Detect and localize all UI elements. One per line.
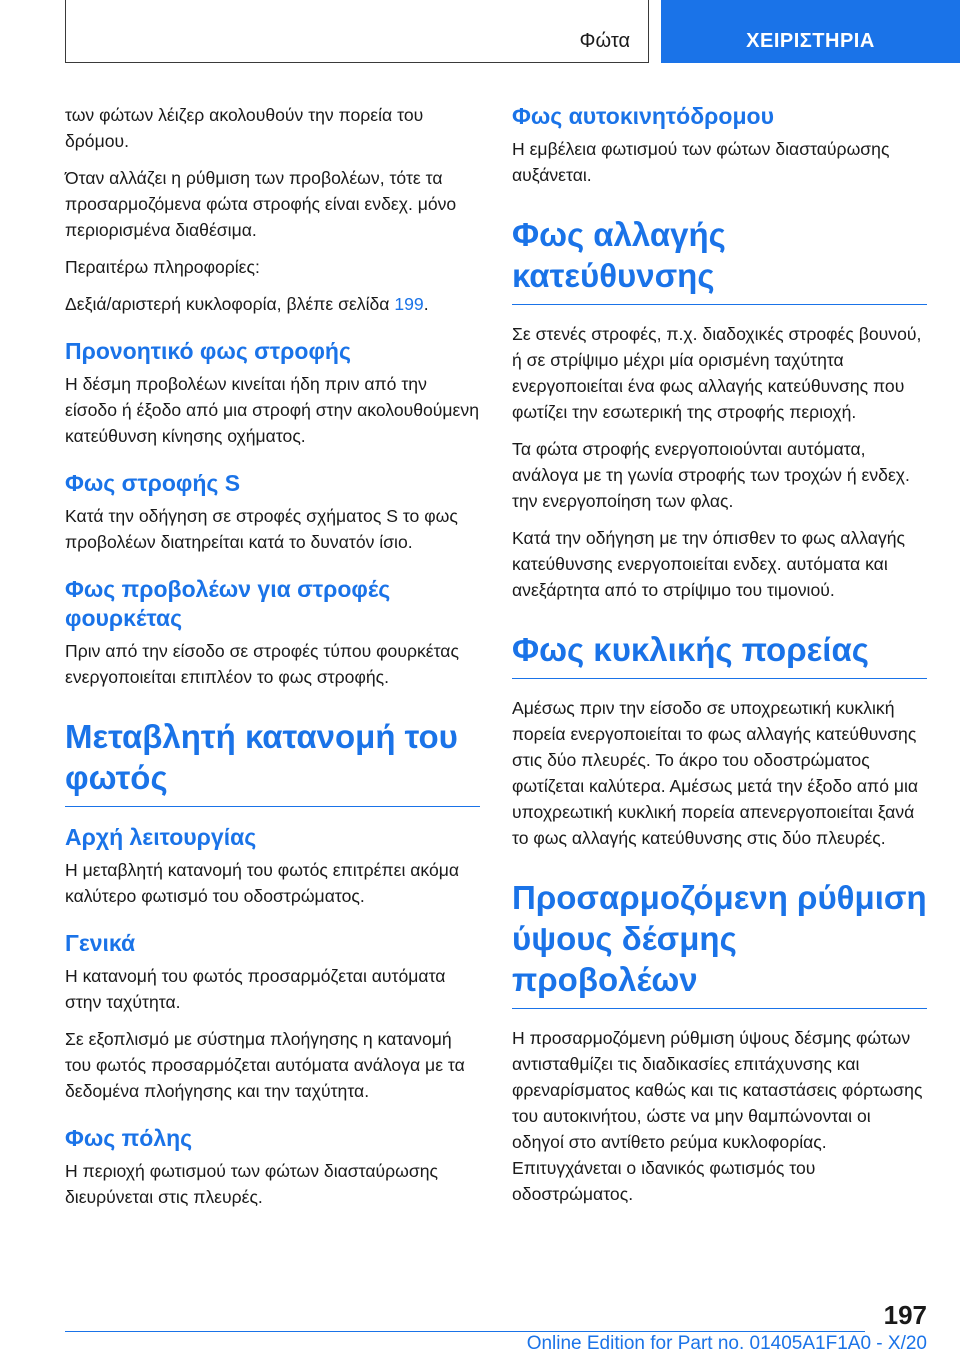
page-reference-link[interactable]: 199 xyxy=(394,294,424,314)
header-section-title: Φώτα xyxy=(579,30,630,52)
paragraph: Κατά την οδήγηση σε στροφές σχήματος S το φως προβολέων διατηρείται κατά το δυνατόν ίσιο. xyxy=(65,506,458,552)
paragraph: Τα φώτα στροφής ενεργοποιούνται αυτόματα, ανάλογα με τη γωνία στροφής των τροχών ή ενδεχ. την ενεργοποίηση των φλας. xyxy=(512,439,910,511)
footer-edition: Online Edition for Part no. 01405A1F1A0 - X/20 xyxy=(526,1333,927,1354)
heading-s-curve-light: Φως στροφής S xyxy=(65,470,241,496)
page-number: 197 xyxy=(883,1300,927,1330)
paragraph: Σε στενές στροφές, π.χ. διαδοχικές στροφές βουνού, ή σε στρίψιμο μέχρι μία ορισμένη ταχύτητα ενεργοποιείται ένα φως αλλαγής κατεύθυνσης που φωτίζει την εσωτερική της στροφής περιοχή. xyxy=(512,324,922,422)
heading-motorway-light: Φως αυτοκινητόδρομου xyxy=(512,103,774,129)
paragraph: Πριν από την είσοδο σε στροφές τύπου φουρκέτας ενεργοποιείται επιπλέον το φως στροφής. xyxy=(65,641,459,687)
paragraph: των φώτων λέιζερ ακολουθούν την πορεία του δρόμου. xyxy=(65,105,424,151)
paragraph: Η δέσμη προβολέων κινείται ήδη πριν από την είσοδο ή έξοδο από μια στροφή στην ακολουθούμενη κατεύθυνση κίνησης οχήματος. xyxy=(65,374,479,446)
paragraph: Κατά την οδήγηση με την όπισθεν το φως αλλαγής κατεύθυνσης ενεργοποιείται ενδεχ. αυτόματα και ανεξάρτητα από το στρίψιμο του τιμονιού. xyxy=(512,528,906,600)
header-chapter-tab[interactable] xyxy=(661,0,960,63)
heading-turning-light: Φως αλλαγής κατεύθυνσης xyxy=(512,214,927,305)
header-section-box xyxy=(65,0,649,63)
paragraph: Η προσαρμοζόμενη ρύθμιση ύψους δέσμης φώτων αντισταθμίζει τις διαδικασίες επιτάχυνσης και φρεναρίσματος καθώς και τις καταστάσεις φόρτωσης του αυτοκινήτου, ώστε να μην θαμπώνονται οι οδηγοί στο αντίθετο ρεύμα κυκλοφορίας. Επιτυγχάνεται ο ιδανικός φωτισμός του οδοστρώματος. xyxy=(512,1028,923,1204)
heading-hairpin-light: Φως προβολέων για στροφές φουρκέτας xyxy=(65,576,391,631)
heading-roundabout-light: Φως κυκλικής πορείας xyxy=(512,629,927,679)
paragraph: Η περιοχή φωτισμού των φώτων διασταύρωσης διευρύνεται στις πλευρές. xyxy=(65,1161,438,1207)
footer-divider xyxy=(65,1331,865,1332)
paragraph: Η εμβέλεια φωτισμού των φώτων διασταύρωσης αυξάνεται. xyxy=(512,139,890,185)
paragraph: Περαιτέρω πληροφορίες: xyxy=(65,257,260,277)
header-chapter-label: ΧΕΙΡΙΣΤΗΡΙΑ xyxy=(746,30,875,52)
paragraph-text: Δεξιά/αριστερή κυκλοφορία, βλέπε σελίδα xyxy=(65,294,395,314)
paragraph: Η κατανομή του φωτός προσαρμόζεται αυτόματα στην ταχύτητα. xyxy=(65,966,446,1012)
left-column xyxy=(65,102,480,1221)
paragraph: Όταν αλλάζει η ρύθμιση των προβολέων, τότε τα προσαρμοζόμενα φώτα στροφής είναι ενδεχ. μόνο περιορισμένα διαθέσιμα. xyxy=(65,168,457,240)
right-column xyxy=(512,102,927,1218)
paragraph: Αμέσως πριν την είσοδο σε υποχρεωτική κυκλική πορεία ενεργοποιείται το φως αλλαγής κατεύθυνσης στις δύο πλευρές. Το άκρο του οδοστρώματος φωτίζεται καλύτερα. Αμέσως μετά την έξοδο από μια υποχρεωτική κυκλική πορεία απενεργοποιείται ξανά το φως αλλαγής κατεύθυνσης στις δύο πλευρές. xyxy=(512,698,919,848)
paragraph: Σε εξοπλισμό με σύστημα πλοήγησης η κατανομή του φωτός προσαρμόζεται αυτόματα ανάλογα με τα δεδομένα πλοήγησης και την ταχύτητα. xyxy=(65,1029,465,1101)
heading-variable-light-distribution: Μεταβλητή κατανομή του φωτός xyxy=(65,716,480,807)
paragraph-text-end: . xyxy=(423,294,429,314)
heading-city-light: Φως πόλης xyxy=(65,1125,193,1151)
heading-adaptive-headlight-range: Προσαρμοζόμενη ρύθμιση ύψους δέσμης προβολέων xyxy=(512,877,927,1009)
paragraph-with-link xyxy=(65,291,480,317)
heading-general: Γενικά xyxy=(65,930,136,956)
paragraph: Η μεταβλητή κατανομή του φωτός επιτρέπει ακόμα καλύτερο φωτισμό του οδοστρώματος. xyxy=(65,860,460,906)
heading-predictive-cornering: Προνοητικό φως στροφής xyxy=(65,338,351,364)
heading-principle: Αρχή λειτουργίας xyxy=(65,824,257,850)
